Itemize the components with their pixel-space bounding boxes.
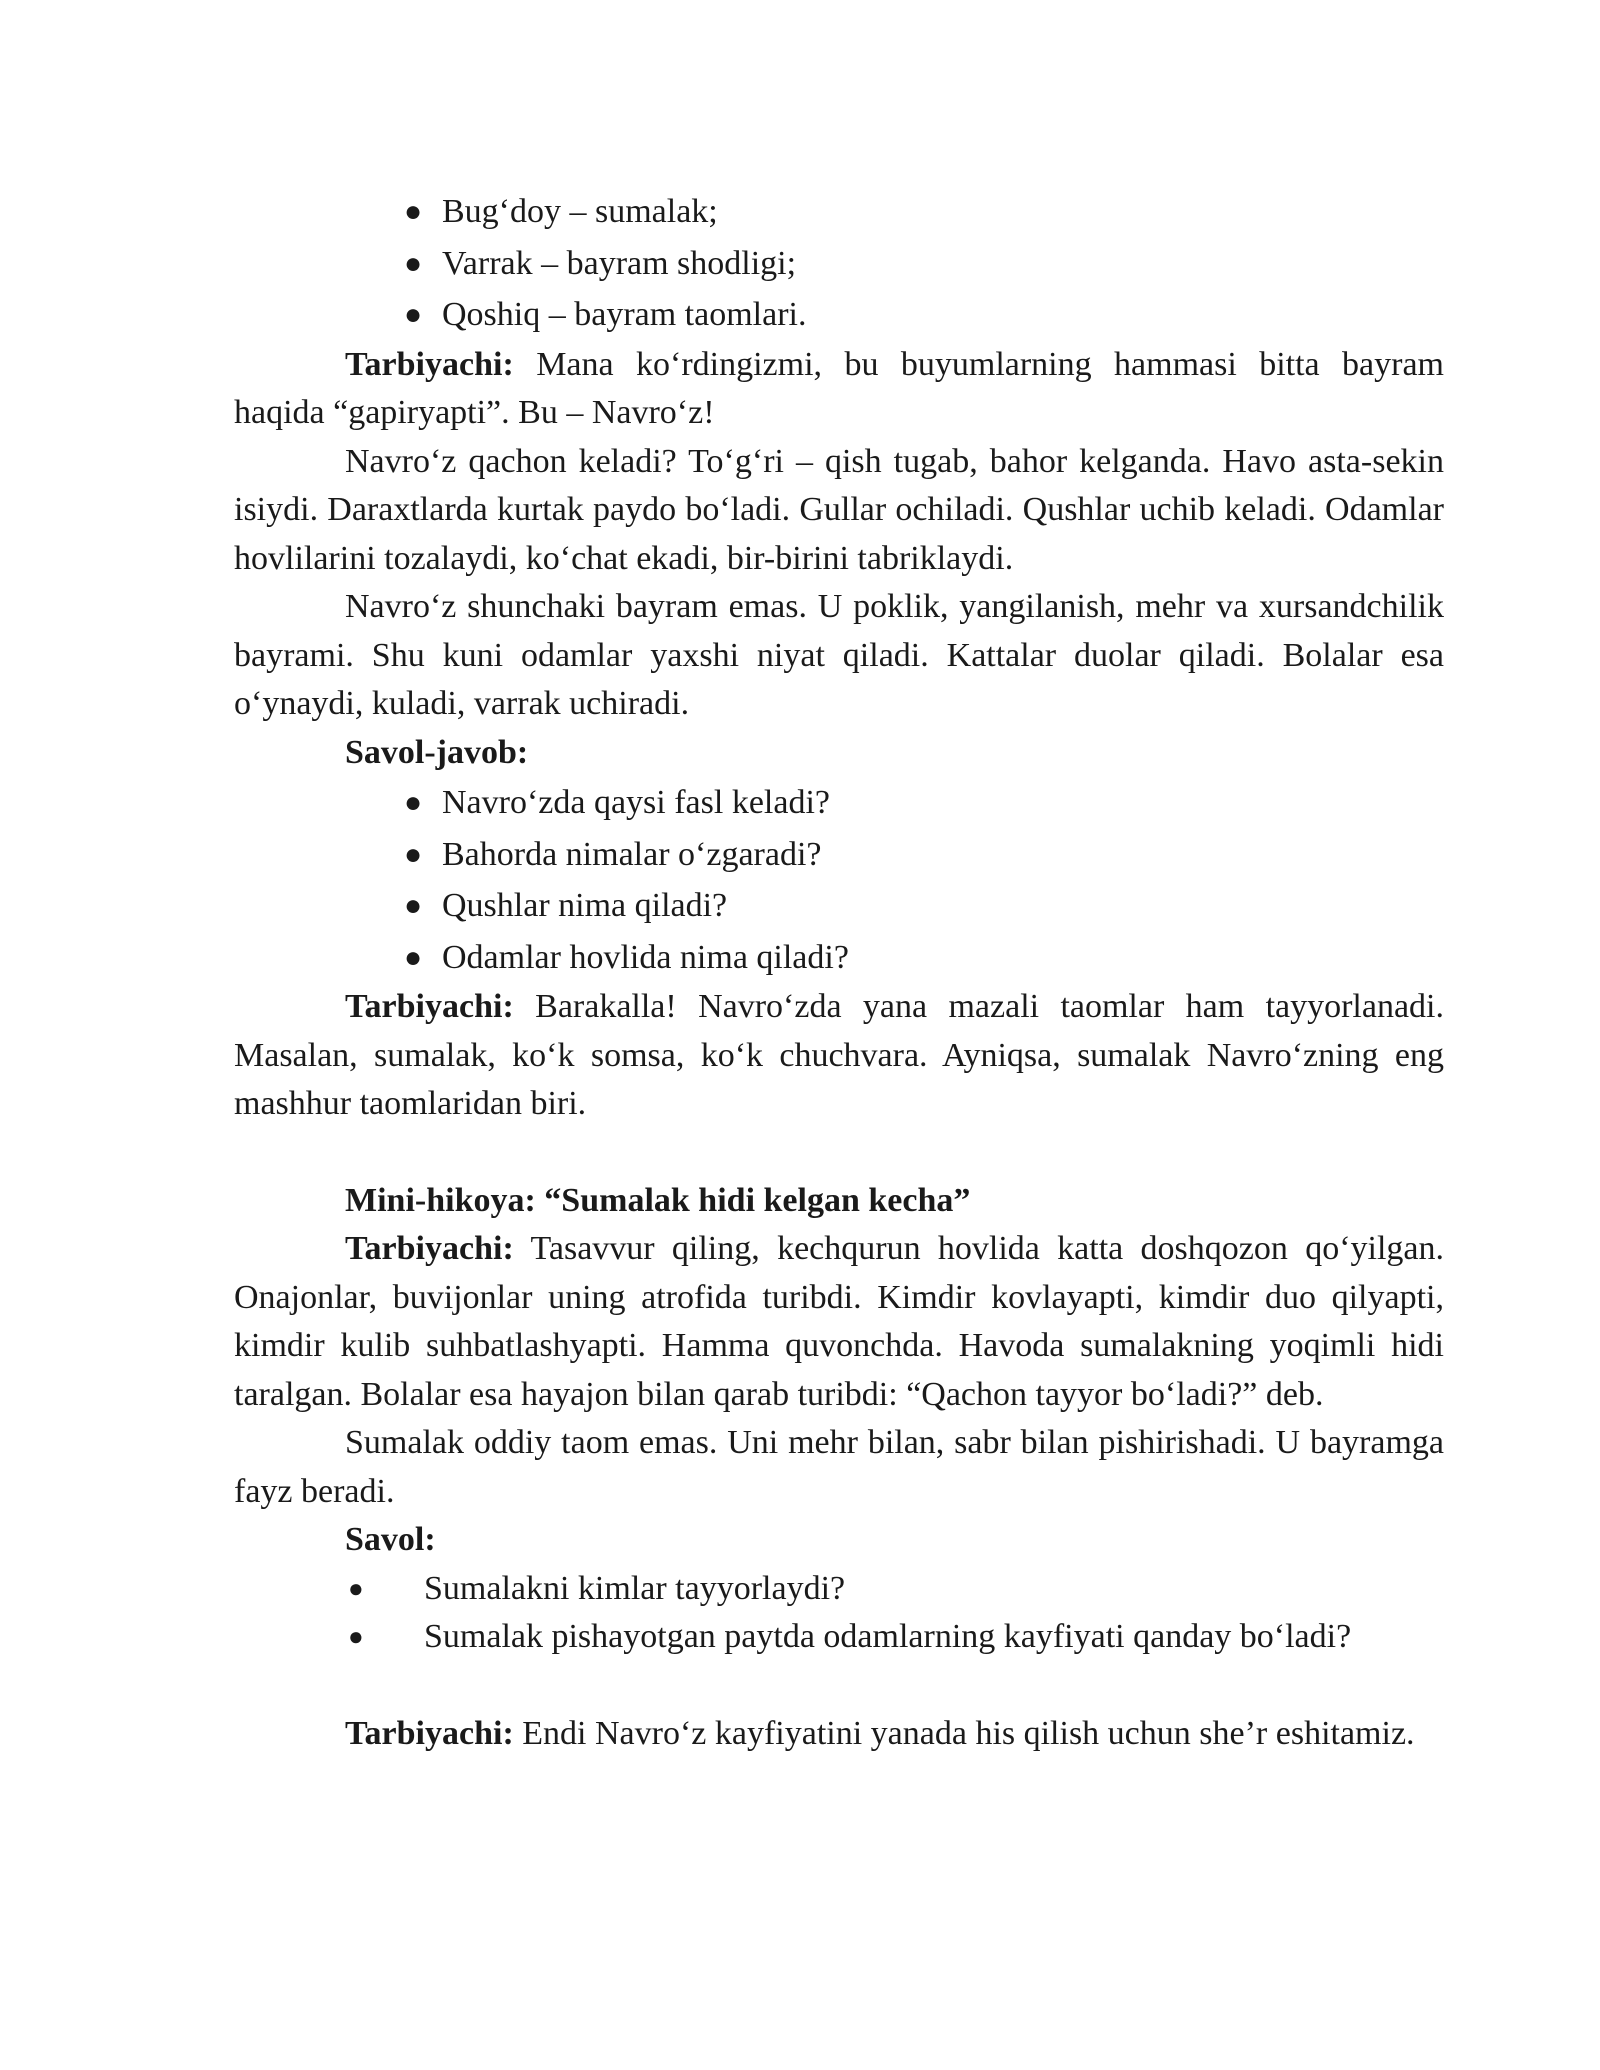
spacer <box>234 1662 1444 1710</box>
paragraph-navroz-meaning: Navro‘z shunchaki bayram emas. U poklik, yangilanish, mehr va xursandchilik bayrami. Shu kuni odamlar yaxshi niyat qiladi. Kattalar duolar qiladi. Bolalar esa o‘ynaydi, kuladi, varrak uchiradi. <box>234 588 1444 722</box>
list-item: ● Odamlar hovlida nima qiladi? <box>442 932 1444 984</box>
speaker-label: Tarbiyachi: <box>345 1714 514 1752</box>
paragraph-text: Tasavvur qiling, kechqurun hovlida katta doshqozon qo‘yilgan. Onajonlar, buvijonlar uning atrofida turibdi. Kimdir kovlayapti, kimdir duo qilyapti, kimdir kulib suhbatlashyapti. Hamma quvonchda. Havoda sumalakning yoqimli hidi taralgan. Bolalar esa hayajon bilan qarab turibdi: “Qachon tayyor bo‘ladi?” deb. <box>234 1230 1444 1413</box>
list-item: ● Qushlar nima qiladi? <box>442 880 1444 932</box>
spacer <box>234 1129 1444 1177</box>
paragraph-text: Mana ko‘rdingizmi, bu buyumlarning hammasi bitta bayram haqida “gapiryapti”. Bu – Navro‘z! <box>234 345 1444 431</box>
bullet-icon: ● <box>348 1622 364 1651</box>
speaker-label: Tarbiyachi: <box>345 345 514 383</box>
list-item: ● Sumalak pishayotgan paytda odamlarning kayfiyati qanday bo‘ladi? <box>424 1613 1444 1662</box>
list-item: ● Qoshiq – bayram taomlari. <box>442 289 1444 341</box>
paragraph-tarbiyachi-4 <box>234 1710 1444 1759</box>
list-item: ● Navro‘zda qaysi fasl keladi? <box>442 777 1444 829</box>
heading-mini-hikoya: Mini-hikoya: “Sumalak hidi kelgan kecha” <box>345 1181 971 1219</box>
bullet-icon: ● <box>404 195 423 228</box>
question-list-1 <box>234 777 1444 983</box>
paragraph-text: Endi Navro‘z kayfiyatini yanada his qilish uchun she’r eshitamiz. <box>513 1714 1415 1752</box>
paragraph-tarbiyachi-2 <box>234 983 1444 1129</box>
heading-savol: Savol: <box>345 1521 436 1558</box>
list-item: ● Bug‘doy – sumalak; <box>442 186 1444 238</box>
bullet-icon: ● <box>404 786 423 819</box>
bullet-icon: ● <box>404 246 423 280</box>
bullet-icon: ● <box>404 298 423 331</box>
heading-savol-javob: Savol-javob: <box>345 733 529 771</box>
paragraph-sumalak: Sumalak oddiy taom emas. Uni mehr bilan, sabr bilan pishirishadi. U bayramga fayz beradi. <box>234 1424 1444 1510</box>
document-page <box>234 186 1444 1758</box>
list-item: ● Bahorda nimalar o‘zgaradi? <box>442 829 1444 881</box>
paragraph-text: Barakalla! Navro‘zda yana mazali taomlar ham tayyorlanadi. Masalan, sumalak, ko‘k somsa, ko‘k chuchvara. Ayniqsa, sumalak Navro‘zning eng mashhur taomlaridan biri. <box>234 988 1444 1122</box>
bullet-icon: ● <box>404 889 423 922</box>
list-item: ● Sumalakni kimlar tayyorlaydi? <box>424 1565 1444 1614</box>
item-list-1 <box>234 186 1444 341</box>
question-list-2 <box>234 1565 1444 1662</box>
bullet-icon: ● <box>348 1573 364 1603</box>
list-item: ● Varrak – bayram shodligi; <box>442 238 1444 290</box>
speaker-label: Tarbiyachi: <box>345 988 514 1025</box>
paragraph-tarbiyachi-1 <box>234 341 1444 438</box>
paragraph-tarbiyachi-3 <box>234 1225 1444 1419</box>
paragraph-navroz-when: Navro‘z qachon keladi? To‘g‘ri – qish tugab, bahor kelganda. Havo asta-sekin isiydi. Daraxtlarda kurtak paydo bo‘ladi. Gullar ochiladi. Qushlar uchib keladi. Odamlar hovlilarini tozalaydi, ko‘chat ekadi, bir-birini tabriklaydi. <box>234 442 1444 577</box>
bullet-icon: ● <box>404 940 423 974</box>
speaker-label: Tarbiyachi: <box>345 1230 514 1267</box>
bullet-icon: ● <box>404 837 423 871</box>
